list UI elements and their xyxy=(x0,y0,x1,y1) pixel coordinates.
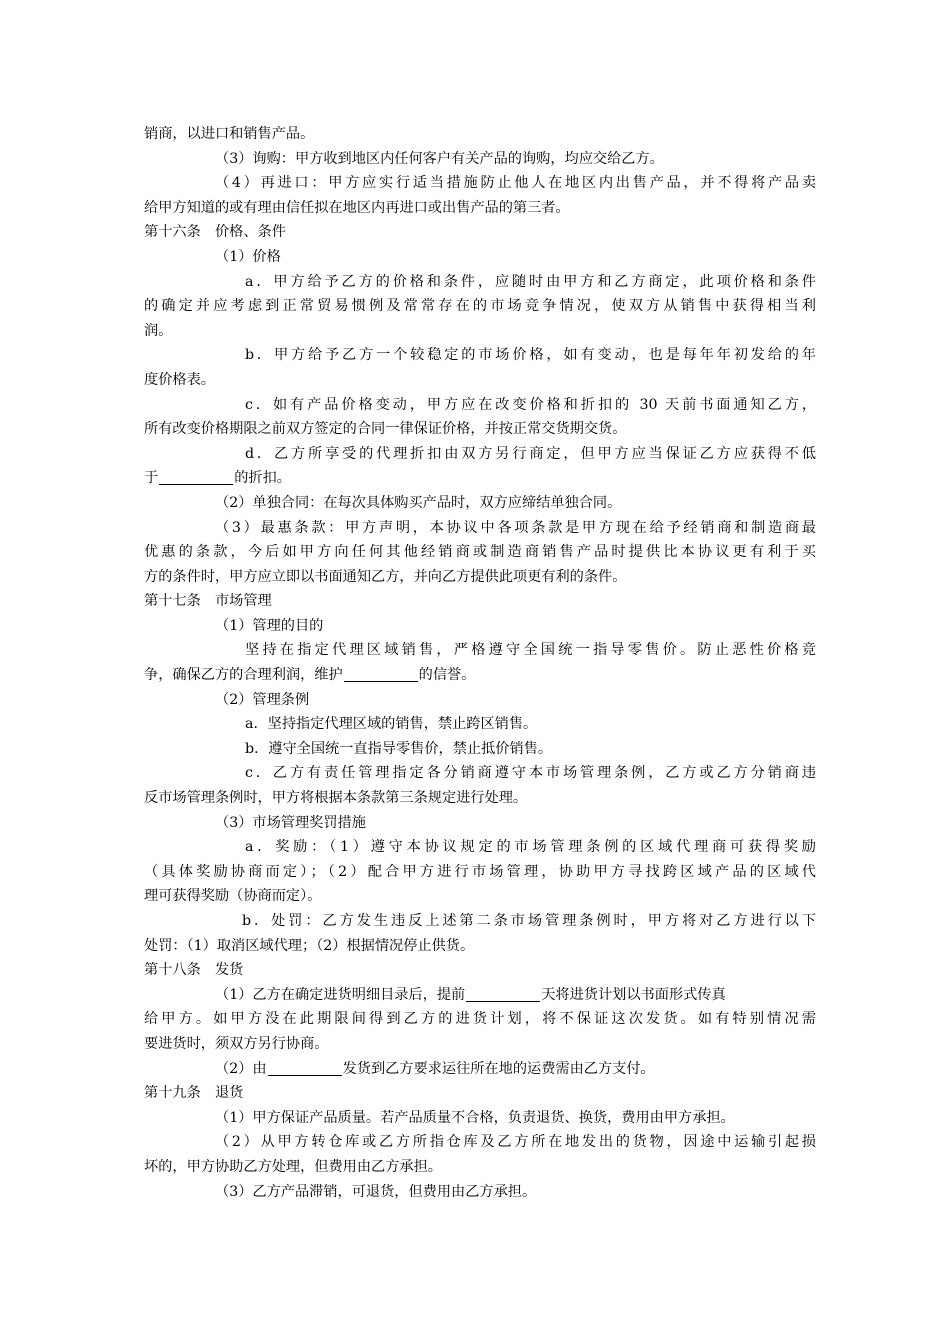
fill-in-blank xyxy=(159,469,233,485)
text-line: c．如有产品价格变动，甲方应在改变价格和折扣的 30 天前书面通知乙方， xyxy=(245,396,816,413)
section-heading-16: 第十六条 价格、条件 xyxy=(144,224,286,241)
fill-in-blank xyxy=(268,1060,342,1076)
text-line: d．乙方所享受的代理折扣由双方另行商定，但甲方应当保证乙方应获得不低 xyxy=(245,445,816,462)
text-line: 优惠的条款，今后如甲方向任何其他经销商或制造商销售产品时提供比本协议更有利于买 xyxy=(144,544,816,561)
subsection-heading: （2）管理条例 xyxy=(215,691,310,708)
text-line: 润。 xyxy=(144,322,173,339)
text-line: a．坚持指定代理区域的销售，禁止跨区销售。 xyxy=(245,716,538,733)
text-segment: （2）由 xyxy=(215,1060,267,1077)
text-line: （1）甲方保证产品质量。若产品质量不合格，负责退货、换货，费用由甲方承担。 xyxy=(215,1109,735,1126)
text-line: c．乙方有责任管理指定各分销商遵守本市场管理条例，乙方或乙方分销商违 xyxy=(245,765,816,782)
text-line: （4）再进口：甲方应实行适当措施防止他人在地区内出售产品，并不得将产品卖 xyxy=(215,175,816,192)
text-line: （3）最惠条款：甲方声明，本协议中各项条款是甲方现在给予经销商和制造商最 xyxy=(215,519,816,536)
text-line: 所有改变价格期限之前双方签定的合同一律保证价格，并按正常交货期交货。 xyxy=(144,421,627,438)
text-segment: 的信誉。 xyxy=(418,667,476,684)
text-line: b．处罚：乙方发生违反上述第二条市场管理条例时，甲方将对乙方进行以下 xyxy=(242,913,816,929)
text-line: （具体奖励协商而定）；（2）配合甲方进行市场管理，协助甲方寻找跨区域产品的区域代 xyxy=(144,863,816,880)
document-body xyxy=(144,122,816,1204)
text-segment: 天将进货计划以书面形式传真 xyxy=(541,986,726,1003)
text-line-with-blank xyxy=(144,1057,816,1082)
fill-in-blank xyxy=(344,666,418,682)
text-line: （3）询购：甲方收到地区内任何客户有关产品的询购，均应交给乙方。 xyxy=(215,150,664,167)
subsection-heading: （1）价格 xyxy=(215,248,281,265)
text-line: 要进货时，须双方另行协商。 xyxy=(144,1035,329,1052)
text-segment: 争，确保乙方的合理利润，维护 xyxy=(144,667,343,684)
text-line: a．奖励：（1）遵守本协议规定的市场管理条例的区域代理商可获得奖励 xyxy=(245,839,816,856)
text-line: （3）乙方产品滞销，可退货，但费用由乙方承担。 xyxy=(215,1183,537,1200)
text-line: （2）单独合同：在每次具体购买产品时，双方应缔结单独合同。 xyxy=(215,494,622,511)
text-line: b．甲方给予乙方一个较稳定的市场价格，如有变动，也是每年年初发给的年 xyxy=(245,347,816,364)
text-line: 方的条件时，甲方应立即以书面通知乙方，并向乙方提供此项更有利的条件。 xyxy=(144,568,627,585)
fill-in-blank xyxy=(466,986,540,1002)
text-segment: （1）乙方在确定进货明细目录后，提前 xyxy=(215,986,466,1003)
text-segment: 的折扣。 xyxy=(234,470,291,487)
text-line: 坚持在指定代理区域销售，严格遵守全国统一指导零售价。防止恶性价格竞 xyxy=(245,642,816,659)
text-line-with-blank xyxy=(144,663,816,688)
text-line: 给甲方。如甲方没在此期限间得到乙方的进货计划，将不保证这次发货。如有特别情况需 xyxy=(144,1011,816,1028)
text-line: 理可获得奖励（协商而定）。 xyxy=(144,888,322,905)
text-line-with-blank xyxy=(144,466,816,491)
text-line: 的确定并应考虑到正常贸易惯例及常常存在的市场竞争情况，使双方从销售中获得相当利 xyxy=(144,298,816,315)
text-line: 反市场管理条例时，甲方将根据本条款第三条规定进行处理。 xyxy=(144,790,528,807)
text-line: （2）从甲方转仓库或乙方所指仓库及乙方所在地发出的货物，因途中运输引起损 xyxy=(215,1134,816,1151)
text-line-with-blank xyxy=(144,983,816,1008)
text-line: 销商，以进口和销售产品。 xyxy=(144,126,315,142)
text-line: 坏的，甲方协助乙方处理，但费用由乙方承担。 xyxy=(144,1158,442,1175)
text-segment: 于 xyxy=(144,470,159,487)
text-line: 处罚：（1）取消区域代理；（2）根据情况停止供货。 xyxy=(144,937,475,954)
text-line: 度价格表。 xyxy=(144,371,215,388)
section-heading-19: 第十九条 退货 xyxy=(144,1085,244,1102)
subsection-heading: （3）市场管理奖罚措施 xyxy=(215,814,366,831)
section-heading-18: 第十八条 发货 xyxy=(144,962,244,979)
text-line: 给甲方知道的或有理由信任拟在地区内再进口或出售产品的第三者。 xyxy=(144,199,570,216)
text-segment: 发货到乙方要求运往所在地的运费需由乙方支付。 xyxy=(342,1060,655,1077)
text-line: a．甲方给予乙方的价格和条件，应随时由甲方和乙方商定，此项价格和条件 xyxy=(245,273,816,290)
section-heading-17: 第十七条 市场管理 xyxy=(144,593,272,610)
subsection-heading: （1）管理的目的 xyxy=(215,617,324,634)
text-line: b．遵守全国统一直指导零售价，禁止抵价销售。 xyxy=(245,740,553,757)
